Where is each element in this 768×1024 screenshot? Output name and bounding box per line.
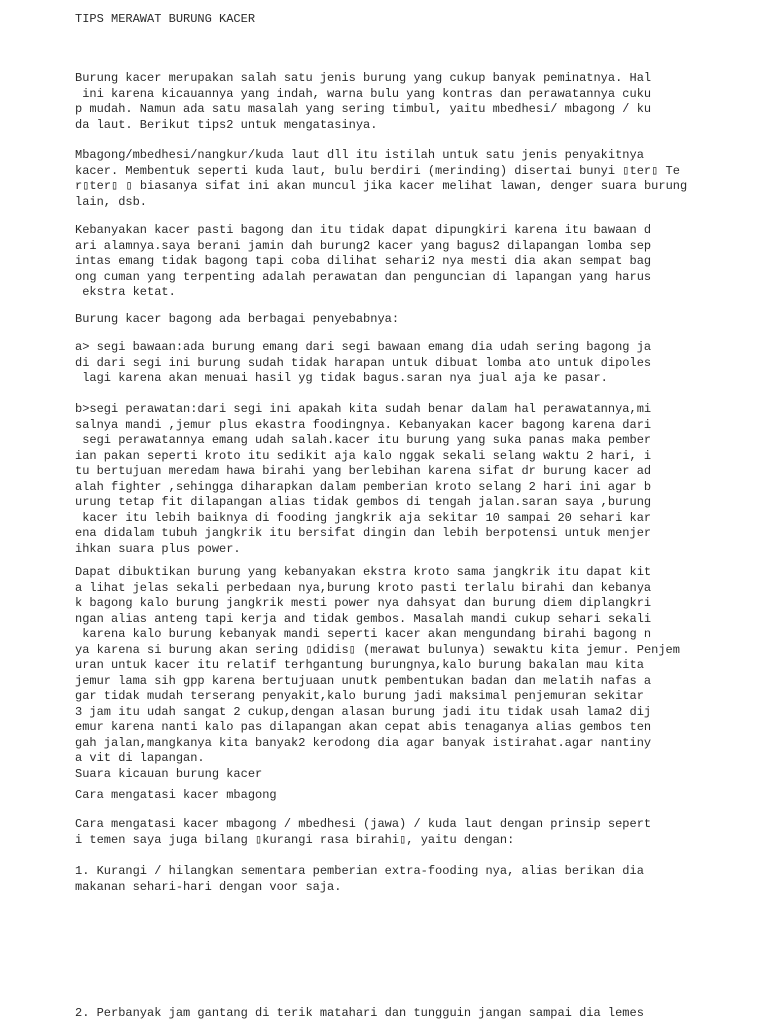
paragraph-evidence: Dapat dibuktikan burung yang kebanyakan ekstra kroto sama jangkrik itu dapat kit a lihat jelas sekali perbedaan nya,burung kroto pasti terlalu birahi dan kebanya k bagong kalo burung jangkrik mesti power nya dahsyat dan burung diem diplangkri ngan alias anteng tapi kerja and tidak gembos. Masalah mandi cukup sehari sekali karena kalo burung kebanyak mandi seperti kacer akan mengundang birahi bagong n ya karena si burung akan sering ▯didis▯ (merawat bulunya) sewaktu kita jemur. Penjem uran untuk kacer itu relatif terhgantung burungnya,kalo burung bakalan mau kita jemur lama sih gpp karena bertujuaan unutk pembentukan badan dan melatih nafas a gar tidak mudah terserang penyakit,kalo burung jadi maksimal penjemuran sekitar 3 jam itu udah sangat 2 cukup,dengan alasan burung jadi itu tidak usah lama2 dij emur karena nanti kalo pas dilapangan akan cepat abis tenaganya alias gembos ten gah jalan,mangkanya kita banyak2 kerodong dia agar banyak istirahat.agar nantiny a vit di lapangan. Suara kicauan burung kacer — [75, 565, 680, 781]
paragraph-definition: Mbagong/mbedhesi/nangkur/kuda laut dll itu istilah untuk satu jenis penyakitnya kacer. Membentuk seperti kuda laut, bulu berdiri (merinding) disertai bunyi ▯ter▯ Te r▯ter▯ ▯ biasanya sifat ini akan muncul jika kacer melihat lawan, denger suara burung lain, dsb. — [75, 148, 688, 209]
document-title: TIPS MERAWAT BURUNG KACER — [75, 12, 256, 26]
list-item-2: 2. Perbanyak jam gantang di terik matahari dan tungguin jangan sampai dia lemes — [75, 1006, 644, 1020]
list-item-1: 1. Kurangi / hilangkan sementara pemberian extra-fooding nya, alias berikan dia makanan sehari-hari dengan voor saja. — [75, 864, 644, 894]
paragraph-intro: Burung kacer merupakan salah satu jenis burung yang cukup banyak peminatnya. Hal ini karena kicauannya yang indah, warna bulu yang kontras dan perawatannya cuku p mudah. Namun ada satu masalah yang sering timbul, yaitu mbedhesi/ mbagong / ku da laut. Berikut tips2 untuk mengatasinya. — [75, 71, 652, 132]
paragraph-bagong-nature: Kebanyakan kacer pasti bagong dan itu tidak dapat dipungkiri karena itu bawaan d ari alamnya.saya berani jamin dah burung2 kacer yang bagus2 dilapangan lomba sep intas emang tidak bagong tapi coba dilihat sehari2 nya mesti dia akan sempat bag ong cuman yang terpenting adalah perawatan dan penguncian di lapangan yang harus ekstra ketat. — [75, 223, 652, 299]
paragraph-cause-b: b>segi perawatan:dari segi ini apakah kita sudah benar dalam hal perawatannya,mi salnya mandi ,jemur plus ekastra foodingnya. Kebanyakan kacer bagong karena dari segi perawatannya emang udah salah.kacer itu burung yang suka panas maka pember ian pakan seperti kroto itu sedikit aja kalo nggak sekali selang waktu 2 hari, i tu bertujuan meredam hawa birahi yang berlebihan karena sifat dr burung kacer ad alah fighter ,sehingga diharapkan dalam pemberian kroto selang 2 hari ini agar b urung tetap fit dilapangan alias tidak gembos di tengah jalan.saran saya ,burung kacer itu lebih baiknya di fooding jangkrik aja sekitar 10 sampai 20 sehari kar ena didalam tubuh jangkrik itu bersifat dingin dan lebih berpotensi untuk menjer ihkan suara plus power. — [75, 402, 652, 556]
paragraph-solution-intro: Cara mengatasi kacer mbagong / mbedhesi (jawa) / kuda laut dengan prinsip sepert i temen saya juga bilang ▯kurangi rasa birahi▯, yaitu dengan: — [75, 817, 652, 847]
paragraph-cause-a: a> segi bawaan:ada burung emang dari segi bawaan emang dia udah sering bagong ja di dari segi ini burung sudah tidak harapan untuk dibuat lomba ato untuk dipoles lagi karena akan menuai hasil yg tidak bagus.saran nya jual aja ke pasar. — [75, 340, 652, 385]
section-heading-cara-mengatasi: Cara mengatasi kacer mbagong — [75, 788, 277, 802]
paragraph-causes-heading: Burung kacer bagong ada berbagai penyebabnya: — [75, 312, 400, 326]
